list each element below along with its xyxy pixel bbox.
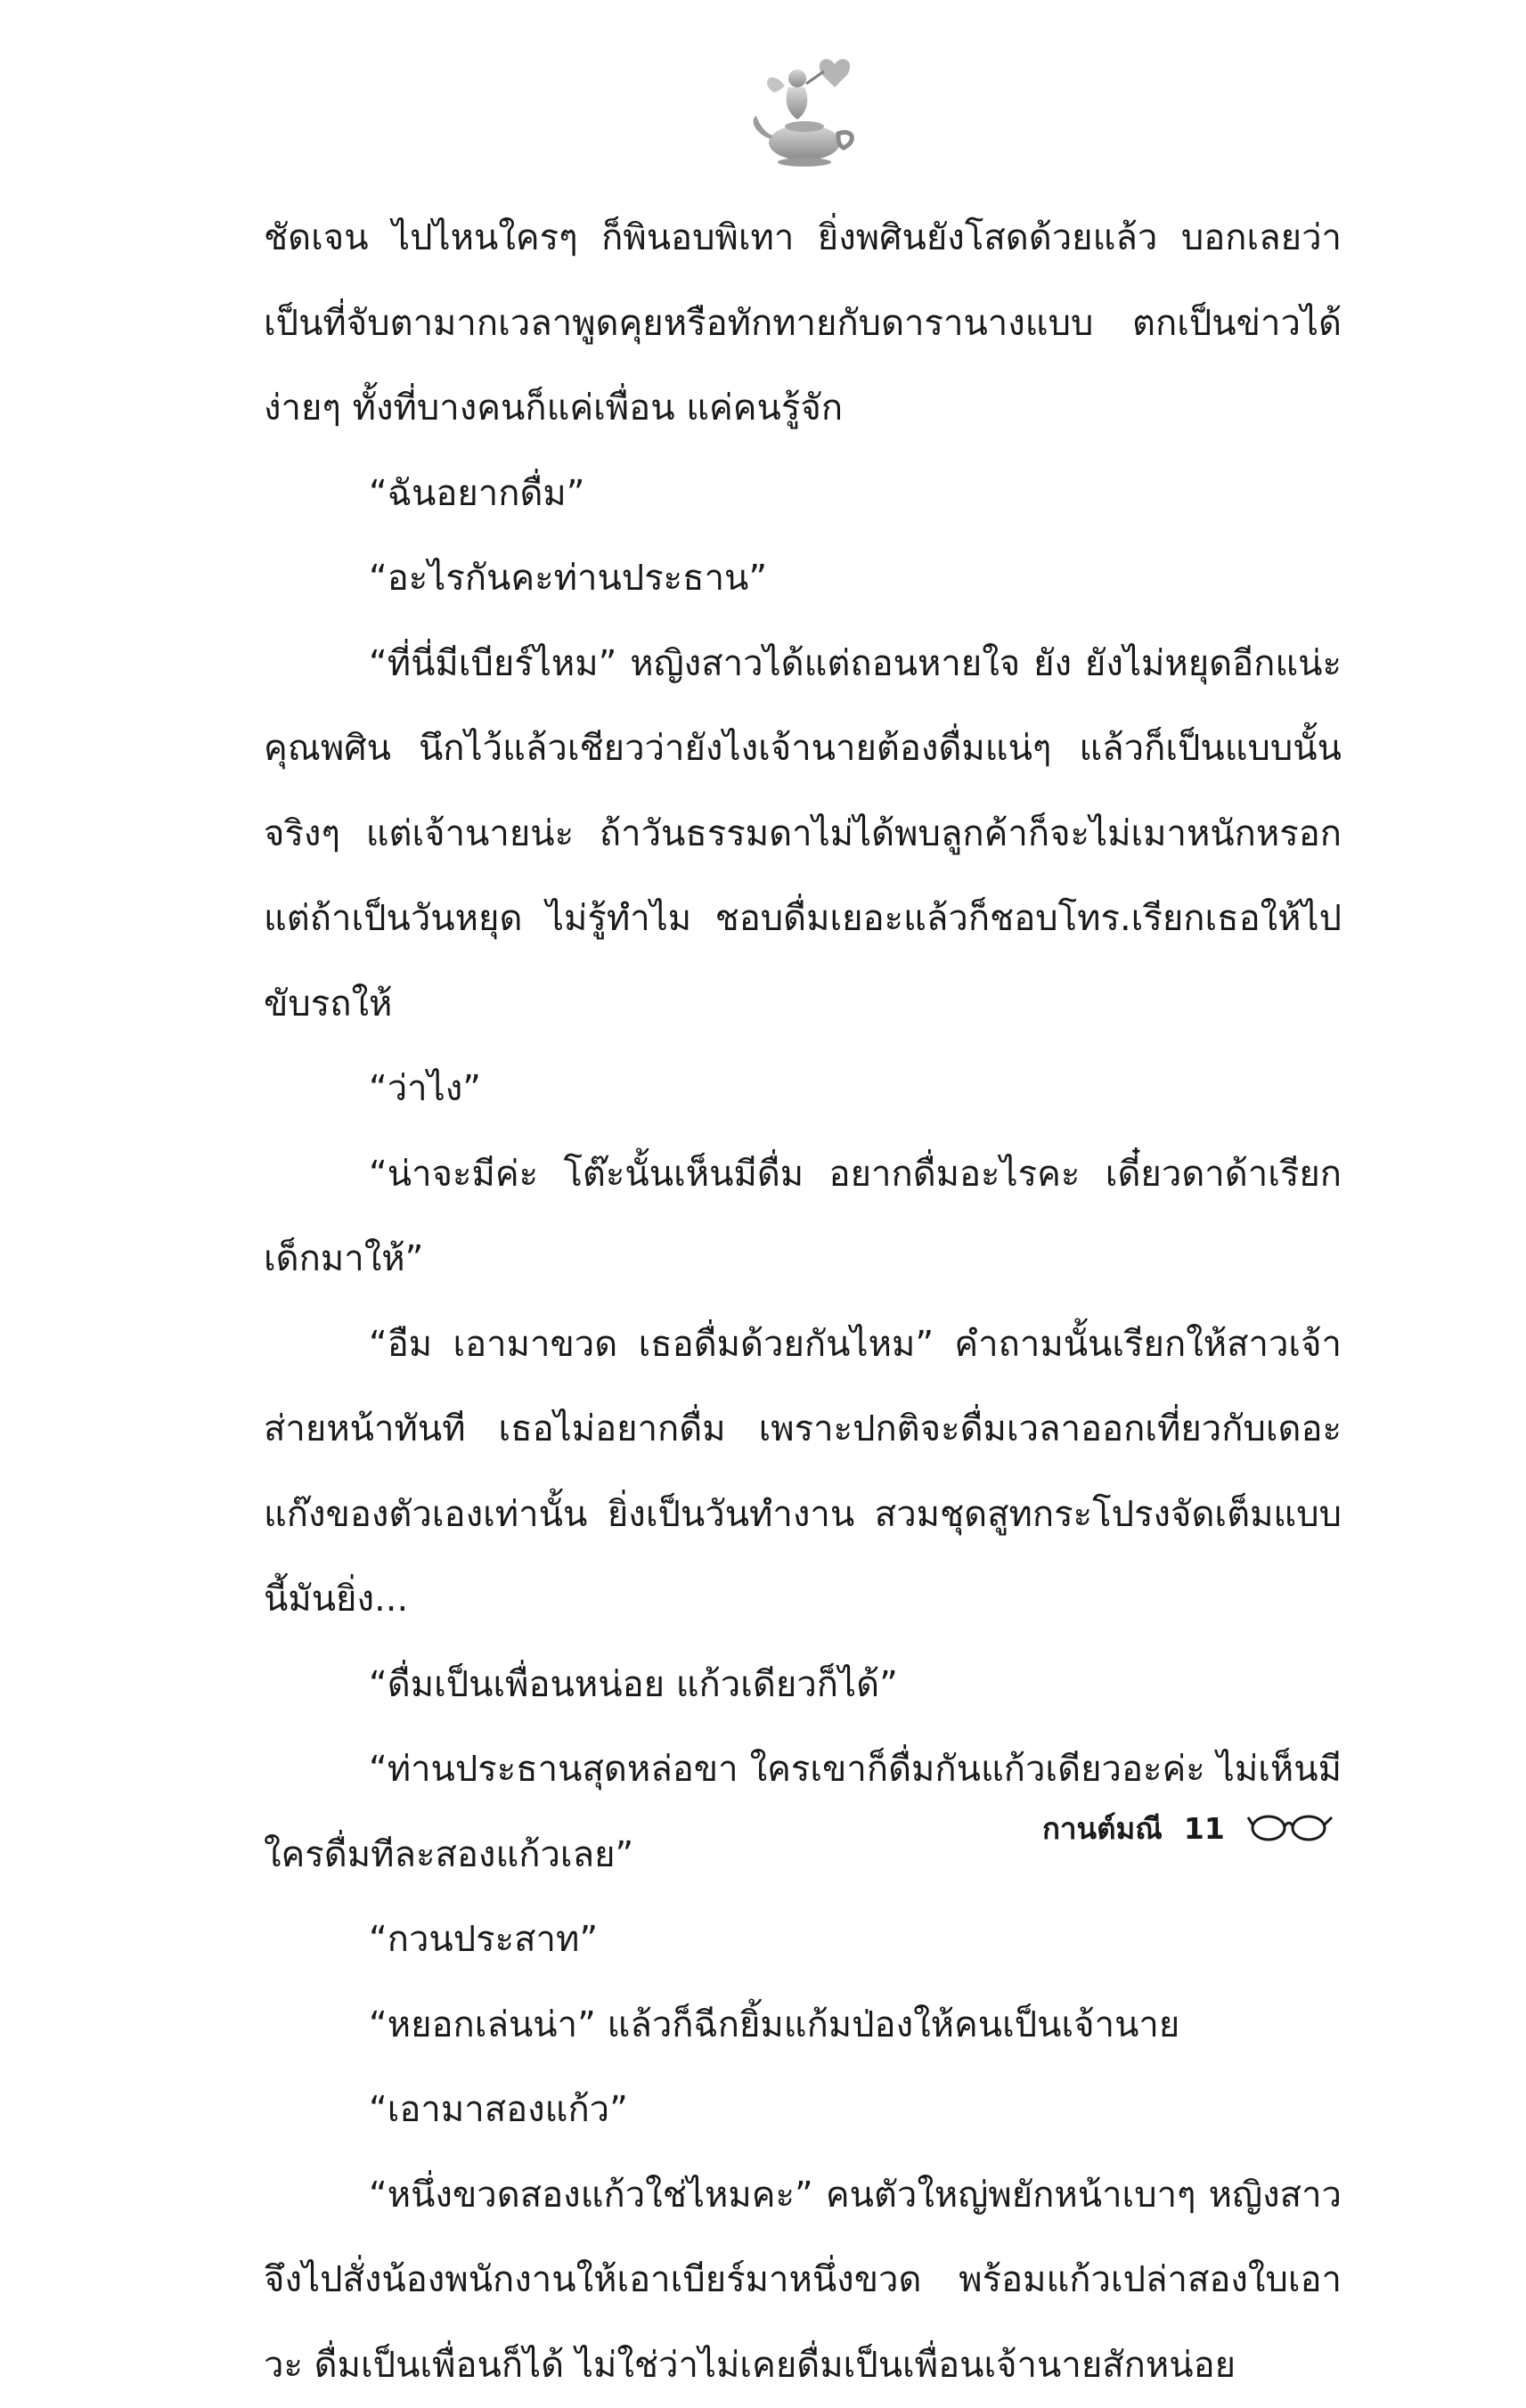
paragraph: “กวนประสาท”: [264, 1898, 1342, 1983]
paragraph: ชัดเจน ไปไหนใครๆ ก็พินอบพิเทา ยิ่งพศินยังโสดด้วยแล้ว บอกเลยว่าเป็นที่จับตามากเวลาพูดคุยหรือทักทายกับดารานางแบบ ตกเป็นข่าวได้ง่ายๆ ทั้งที่บางคนก็แค่เพื่อน แค่คนรู้จัก: [264, 196, 1342, 452]
page-number: 11: [1184, 1811, 1225, 1846]
paragraph: “หยอกเล่นน่า” แล้วก็ฉีกยิ้มแก้มป่องให้คนเป็นเจ้านาย: [264, 1983, 1342, 2069]
paragraph: “เอามาสองแก้ว”: [264, 2068, 1342, 2153]
cupid-teapot-icon: [735, 45, 869, 178]
paragraph: “อืม เอามาขวด เธอดื่มด้วยกันไหม” คำถามนั้นเรียกให้สาวเจ้าส่ายหน้าทันที เธอไม่อยากดื่ม เพราะปกติจะดื่มเวลาออกเที่ยวกับเดอะแก๊งของตัวเองเท่านั้น ยิ่งเป็นวันทำงาน สวมชุดสูทกระโปรงจัดเต็มแบบนี้มันยิ่ง...: [264, 1302, 1342, 1643]
paragraph: “อะไรกันคะท่านประธาน”: [264, 536, 1342, 622]
paragraph: “หนึ่งขวดสองแก้วใช่ไหมคะ” คนตัวใหญ่พยักหน้าเบาๆ หญิงสาวจึงไปสั่งน้องพนักงานให้เอาเบียร์มาหนึ่งขวด พร้อมแก้วเปล่าสองใบเอาวะ ดื่มเป็นเพื่อนก็ได้ ไม่ใช่ว่าไม่เคยดื่มเป็นเพื่อนเจ้านายสักหน่อย: [264, 2153, 1342, 2408]
paragraph: “ที่นี่มีเบียร์ไหม” หญิงสาวได้แต่ถอนหายใจ ยัง ยังไม่หยุดอีกแน่ะ คุณพศิน นึกไว้แล้วเชียวว่ายังไงเจ้านายต้องดื่มแน่ๆ แล้วก็เป็นแบบนั้นจริงๆ แต่เจ้านายน่ะ ถ้าวันธรรมดาไม่ได้พบลูกค้าก็จะไม่เมาหนักหรอก แต่ถ้าเป็นวันหยุด ไม่รู้ทำไม ชอบดื่มเยอะแล้วก็ชอบโทร.เรียกเธอให้ไปขับรถให้: [264, 622, 1342, 1048]
paragraph: “ท่านประธานสุดหล่อขา ใครเขาก็ดื่มกันแก้วเดียวอะค่ะ ไม่เห็นมีใครดื่มทีละสองแก้วเลย”: [264, 1727, 1342, 1898]
paragraph: “ฉันอยากดื่ม”: [264, 452, 1342, 537]
paragraph: “ว่าไง”: [264, 1047, 1342, 1132]
eyeglasses-icon: [1246, 1808, 1335, 1848]
body-text: [264, 196, 1342, 2408]
book-title: กานต์มณี: [1042, 1805, 1163, 1852]
paragraph: “ดื่มเป็นเพื่อนหน่อย แก้วเดียวก็ได้”: [264, 1643, 1342, 1728]
paragraph: “น่าจะมีค่ะ โต๊ะนั้นเห็นมีดื่ม อยากดื่มอะไรคะ เดี๋ยวดาด้าเรียกเด็กมาให้”: [264, 1132, 1342, 1302]
page-footer: [1024, 1801, 1363, 1855]
